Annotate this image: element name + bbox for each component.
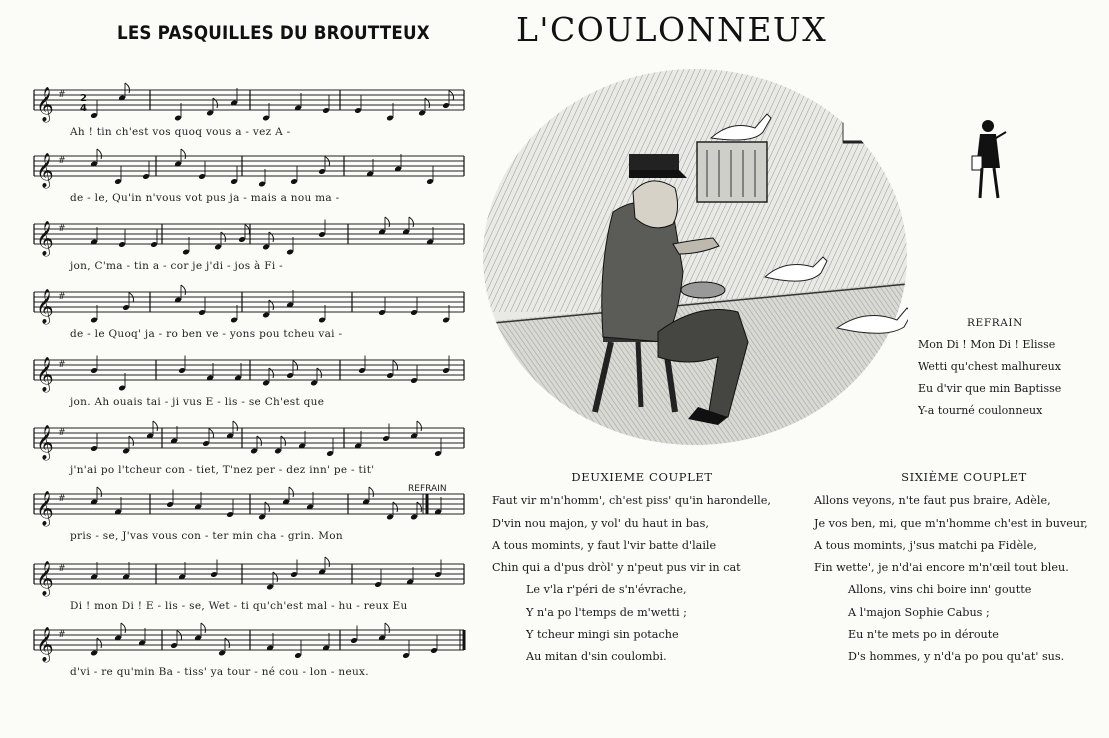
lyric-line: jon. Ah ouais tai - ji vus E - lis - se Ch'est que [70, 396, 325, 408]
second-verse [492, 466, 792, 669]
lyric-line: pris - se, J'vas vous con - ter min cha - grin. Mon [70, 530, 343, 542]
svg-text:#: # [58, 630, 66, 640]
verse-line: D'vin nou majon, y vol' du haut in bas, [492, 516, 709, 530]
lyric-line: de - le, Qu'in n'vous vot pus ja - mais a nou ma - [70, 192, 340, 204]
verse-line: A l'majon Sophie Cabus ; [848, 605, 990, 619]
verse-line: A tous momints, y faut l'vir batte d'laile [492, 538, 717, 552]
staff-notation [30, 484, 470, 528]
staff-notation [30, 214, 470, 258]
staff-row [30, 214, 470, 280]
verse-line: Le v'la r'péri de s'n'évrache, [526, 583, 687, 597]
verse-line: Je vos ben, mi, que m'n'homme ch'est in buveur, [814, 516, 1088, 530]
staff-notation [30, 282, 470, 326]
staff-row [30, 554, 470, 620]
svg-text:𝄞: 𝄞 [36, 357, 54, 392]
svg-text:𝄞: 𝄞 [36, 221, 54, 256]
lyric-line: j'n'ai po l'tcheur con - tiet, T'nez per - dez inn' pe - tit' [70, 464, 375, 476]
svg-text:2: 2 [80, 93, 87, 104]
staff-notation [30, 80, 470, 124]
refrain-heading: REFRAIN [967, 317, 1023, 329]
verse-line: Eu n'te mets po in déroute [848, 628, 999, 642]
lyric-line: Di ! mon Di ! E - lis - se, Wet - ti qu'ch'est mal - hu - reux Eu [70, 600, 408, 612]
svg-text:#: # [58, 224, 66, 234]
song-title: L'COULONNEUX [516, 10, 828, 49]
svg-text:𝄞: 𝄞 [36, 561, 54, 596]
verse-line: Allons veyons, n'te faut pus braire, Adèle, [814, 494, 1051, 508]
svg-text:4: 4 [80, 103, 87, 114]
svg-text:#: # [58, 428, 66, 438]
svg-text:#: # [58, 90, 66, 100]
lyric-line: Ah ! tin ch'est vos quoq vous a - vez A - [70, 126, 291, 138]
refrain-line: Wetti qu'chest malhureux [918, 360, 1061, 373]
svg-text:𝄞: 𝄞 [36, 153, 54, 188]
svg-text:𝄞: 𝄞 [36, 491, 54, 526]
illustration-pigeon-fancier [483, 62, 908, 447]
svg-text:#: # [58, 360, 66, 370]
verse-line: Fin wette', je n'd'ai encore m'n'œil tout bleu. [814, 561, 1069, 575]
lyric-line: jon, C'ma - tin a - cor je j'di - jos à Fi - [70, 260, 283, 272]
refrain-line: Mon Di ! Mon Di ! Elisse [918, 338, 1056, 351]
series-title: LES PASQUILLES DU BROUTTEUX [117, 22, 430, 44]
staff-notation [30, 350, 470, 394]
verse-line: Faut vir m'n'homm', ch'est piss' qu'in harondelle, [492, 494, 771, 508]
svg-text:𝄞: 𝄞 [36, 87, 54, 122]
staff-row [30, 146, 470, 212]
verse-line: Chin qui a d'pus dròl' y n'peut pus vir in cat [492, 561, 741, 575]
staff-notation [30, 620, 470, 664]
refrain-block [918, 312, 1078, 422]
staff-notation [30, 418, 470, 462]
verse-line: D's hommes, y n'd'a po pou qu'at' sus. [848, 650, 1065, 664]
verse-line: Au mitan d'sin coulombi. [526, 650, 667, 664]
verse-line: Y n'a po l'temps de m'wetti ; [526, 605, 687, 619]
sixth-verse [814, 466, 1104, 669]
staff-notation [30, 146, 470, 190]
svg-text:#: # [58, 156, 66, 166]
staff-notation [30, 554, 470, 598]
refrain-line: Y-a tourné coulonneux [918, 404, 1043, 417]
svg-text:#: # [58, 564, 66, 574]
svg-text:#: # [58, 494, 66, 504]
verse-line: Allons, vins chi boire inn' goutte [848, 583, 1032, 597]
refrain-marker: REFRAIN [408, 484, 447, 494]
lyric-line: de - le Quoq' ja - ro ben ve - yons pou tcheu vai - [70, 328, 343, 340]
staff-row [30, 418, 470, 484]
staff-row [30, 350, 470, 416]
staff-row [30, 620, 470, 686]
svg-text:#: # [58, 292, 66, 302]
svg-text:𝄞: 𝄞 [36, 289, 54, 324]
staff-row [30, 282, 470, 348]
sixth-verse-heading: SIXIÈME COUPLET [901, 470, 1027, 484]
refrain-line: Eu d'vir que min Baptisse [918, 382, 1062, 395]
staff-row [30, 484, 470, 550]
staff-row [30, 80, 470, 146]
svg-text:𝄞: 𝄞 [36, 425, 54, 460]
lyric-line: d'vi - re qu'min Ba - tiss' ya tour - né cou - lon - neux. [70, 666, 369, 678]
small-figure-illustration [968, 118, 1008, 204]
verse-line: A tous momints, j'sus matchi pa Fidèle, [814, 538, 1037, 552]
svg-text:𝄞: 𝄞 [36, 627, 54, 662]
verse-line: Y tcheur mingi sin potache [526, 628, 679, 642]
second-verse-heading: DEUXIEME COUPLET [571, 470, 713, 484]
music-score [30, 80, 470, 700]
